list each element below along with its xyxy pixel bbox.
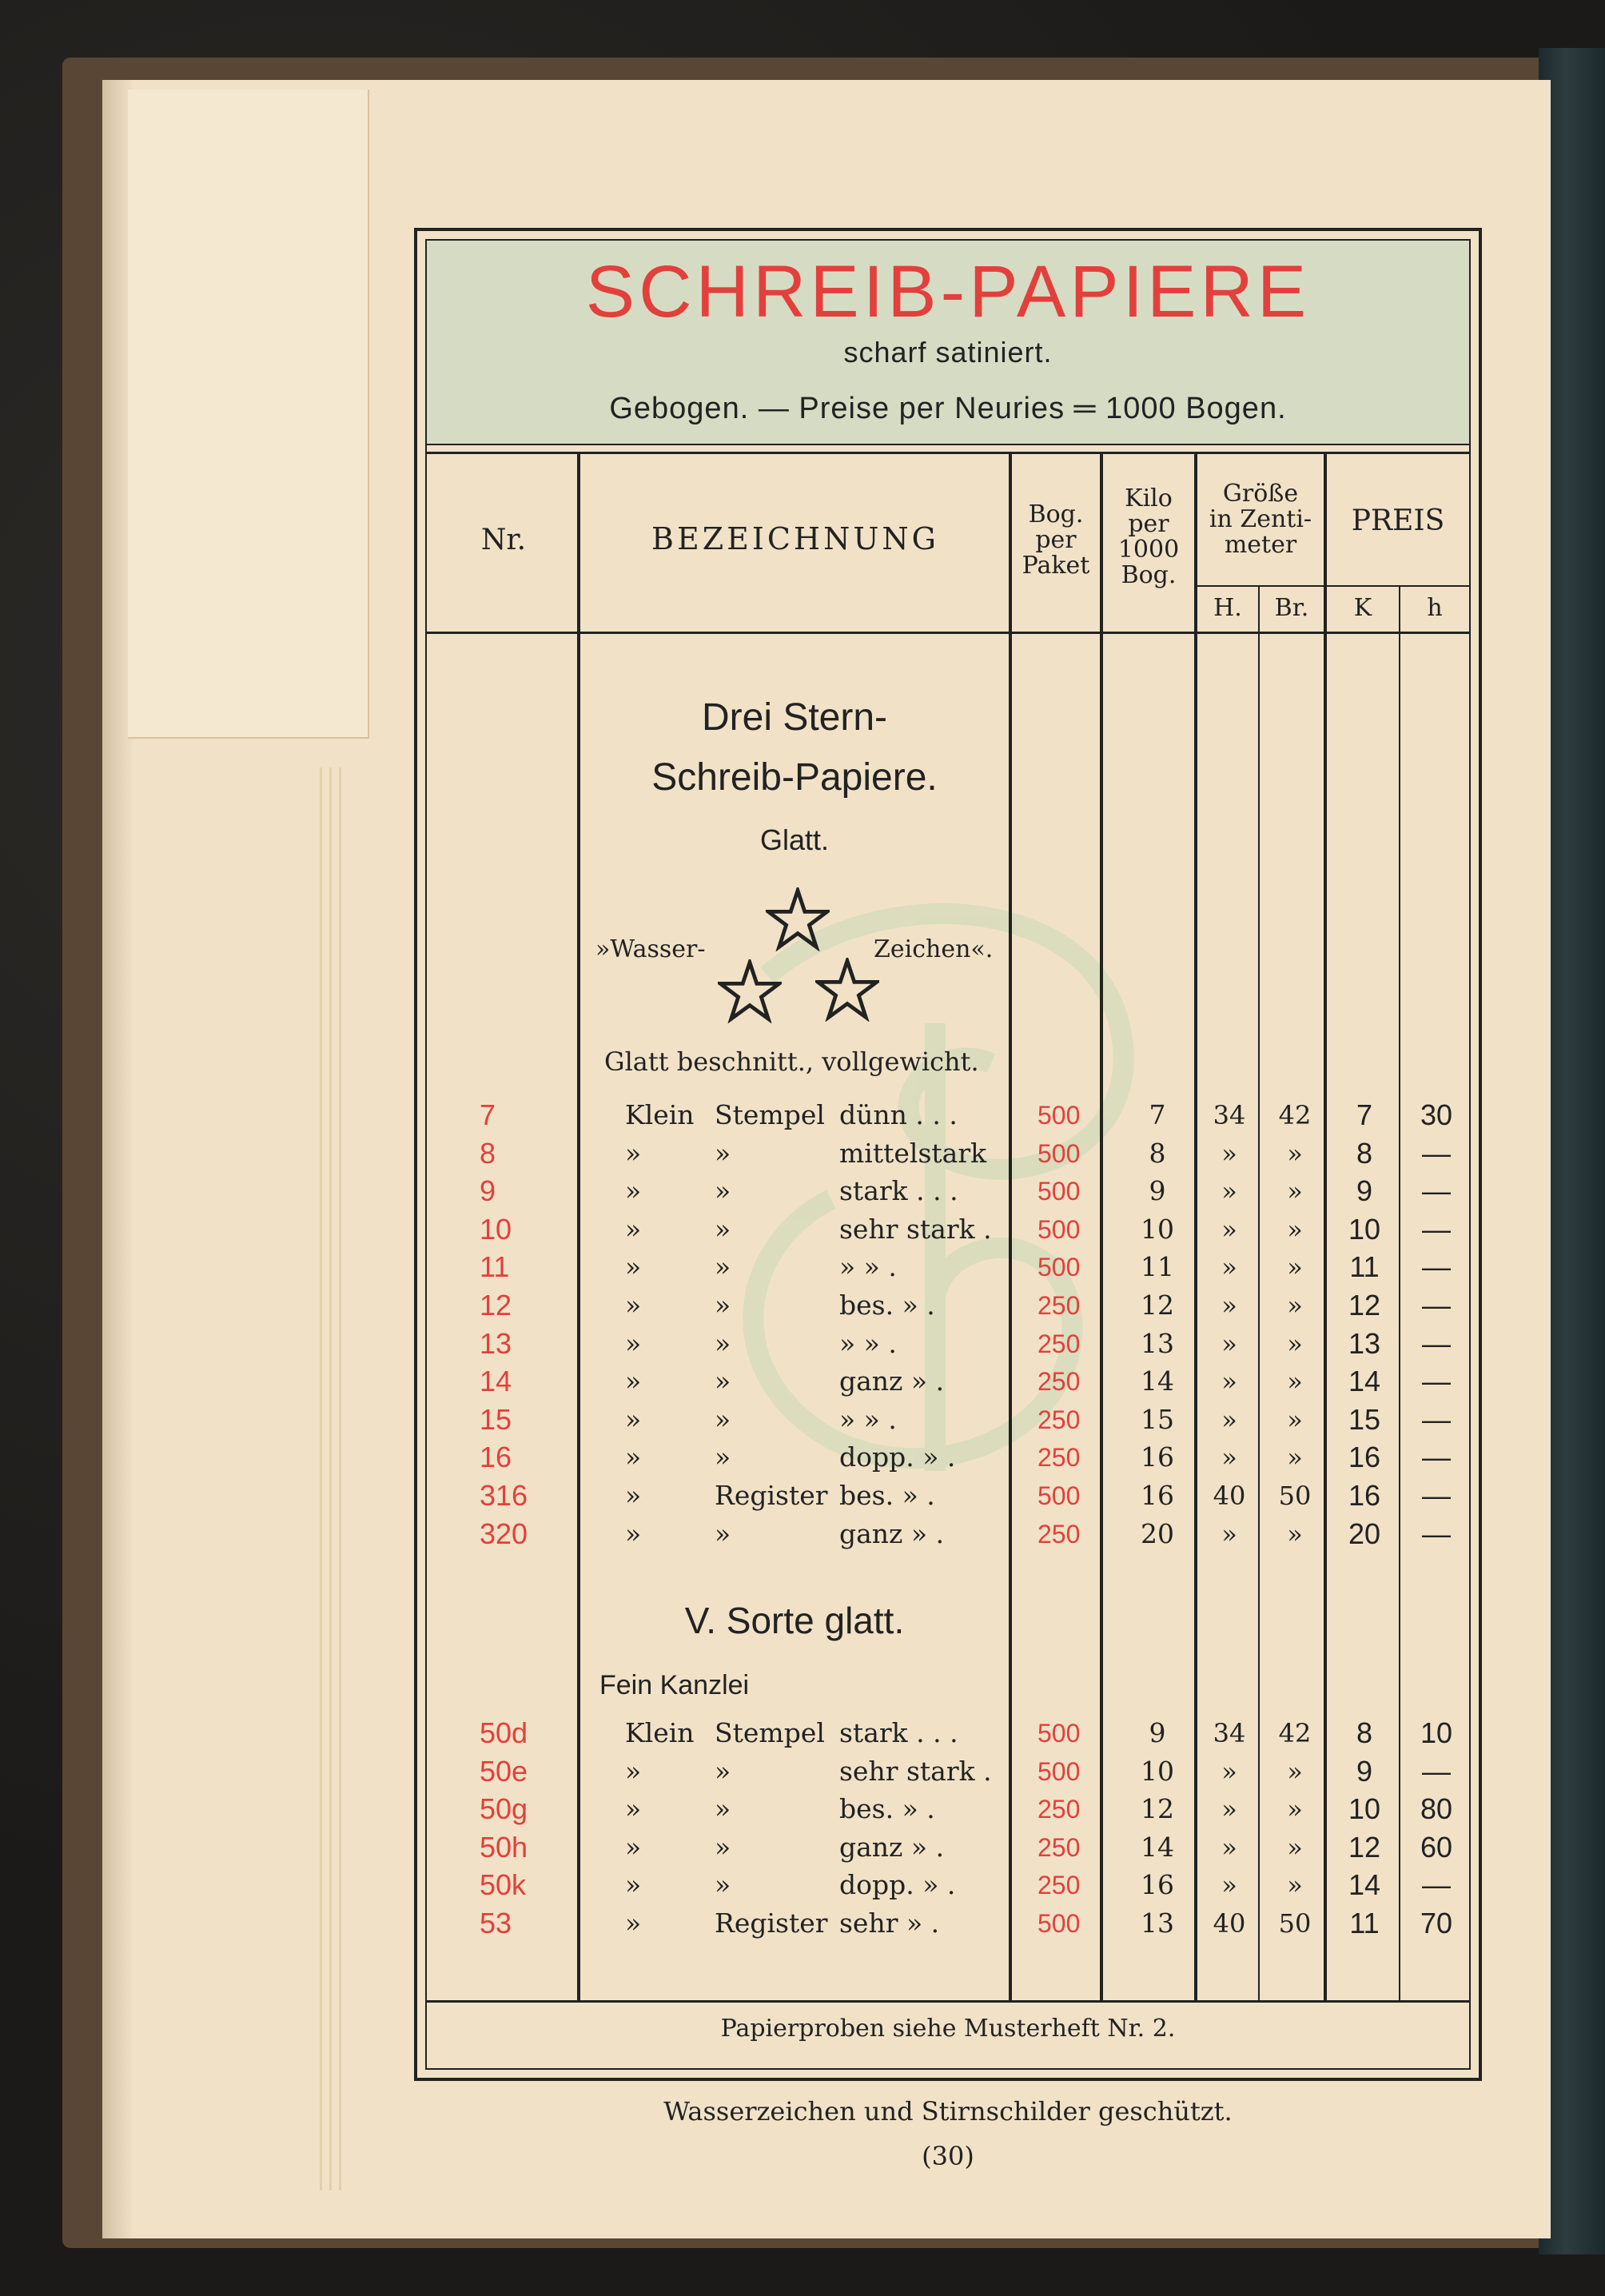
row-bez-c: ganz » . bbox=[839, 1831, 945, 1863]
row-bez-b: » bbox=[715, 1869, 731, 1901]
column-header-bottom-rule bbox=[427, 632, 1469, 634]
column-rule-thin bbox=[1258, 587, 1260, 2000]
row-bez-c: dopp. » . bbox=[839, 1869, 956, 1901]
col-header-bezeichnung: BEZEICHNUNG bbox=[651, 521, 939, 556]
row-size-br: » bbox=[1287, 1756, 1303, 1787]
row-price-h: — bbox=[1422, 1868, 1451, 1902]
row-bog: 250 bbox=[1037, 1405, 1081, 1434]
row-price-k: 11 bbox=[1349, 1907, 1380, 1939]
row-price-k: 20 bbox=[1348, 1517, 1381, 1550]
row-price-k: 9 bbox=[1356, 1174, 1373, 1208]
row-price-k: 15 bbox=[1348, 1402, 1381, 1436]
sub-header-rule bbox=[1327, 585, 1469, 587]
row-nr: 53 bbox=[480, 1907, 512, 1939]
row-bog: 250 bbox=[1037, 1291, 1081, 1320]
row-nr: 16 bbox=[480, 1441, 512, 1474]
row-bez-b: » bbox=[715, 1365, 731, 1397]
row-nr: 13 bbox=[480, 1326, 512, 1360]
star-icon bbox=[815, 958, 879, 1022]
row-kilo: 14 bbox=[1141, 1365, 1174, 1397]
row-bez-b: Register bbox=[715, 1907, 828, 1939]
row-price-k: 13 bbox=[1348, 1326, 1381, 1360]
row-bez-b: » bbox=[715, 1441, 731, 1473]
col-header-groesse bbox=[1197, 481, 1324, 558]
row-price-h: 80 bbox=[1420, 1792, 1453, 1826]
row-nr: 11 bbox=[480, 1250, 510, 1284]
row-price-h: — bbox=[1422, 1441, 1451, 1474]
col-header-kilo-line: per bbox=[1128, 510, 1169, 538]
row-size-br: » bbox=[1287, 1290, 1303, 1321]
row-bez-a: » bbox=[625, 1251, 642, 1283]
row-price-k: 16 bbox=[1348, 1441, 1381, 1474]
row-nr: 10 bbox=[480, 1212, 512, 1246]
row-bez-b: Register bbox=[715, 1480, 828, 1511]
row-bez-c: stark . . . bbox=[839, 1717, 958, 1748]
row-bez-c: sehr stark . bbox=[839, 1755, 992, 1787]
col-header-hell: h bbox=[1427, 594, 1443, 622]
row-bez-a: » bbox=[625, 1137, 642, 1169]
row-size-h: » bbox=[1221, 1518, 1237, 1549]
column-rule bbox=[577, 454, 580, 2000]
row-kilo: 8 bbox=[1149, 1137, 1166, 1169]
col-header-groesse-line: meter bbox=[1224, 531, 1297, 559]
star-icon bbox=[718, 959, 782, 1023]
row-price-h: — bbox=[1422, 1212, 1451, 1246]
row-bez-b: » bbox=[715, 1251, 731, 1283]
row-bez-b: » bbox=[715, 1137, 731, 1169]
row-bez-c: sehr stark . bbox=[839, 1213, 992, 1245]
row-bez-b: Stempel bbox=[715, 1099, 825, 1130]
row-size-br: » bbox=[1287, 1442, 1303, 1473]
row-price-k: 14 bbox=[1348, 1868, 1381, 1902]
row-bez-a: » bbox=[625, 1441, 642, 1473]
row-size-br: » bbox=[1287, 1138, 1303, 1169]
col-header-br: Br. bbox=[1274, 594, 1309, 622]
row-price-h: — bbox=[1422, 1517, 1451, 1550]
section1-title-line2: Schreib-Papiere. bbox=[651, 756, 938, 799]
row-size-h: » bbox=[1221, 1176, 1237, 1207]
row-kilo: 13 bbox=[1141, 1907, 1174, 1939]
row-bez-a: » bbox=[625, 1517, 642, 1549]
row-bez-b: » bbox=[715, 1290, 731, 1321]
row-nr: 9 bbox=[480, 1174, 496, 1208]
row-bez-c: bes. » . bbox=[839, 1480, 935, 1511]
section1-subtitle: Glatt. bbox=[759, 823, 830, 856]
row-bez-c: dopp. » . bbox=[839, 1441, 956, 1473]
col-header-h: H. bbox=[1213, 594, 1242, 622]
column-rule-thin bbox=[1399, 587, 1400, 2000]
row-size-br: » bbox=[1287, 1176, 1303, 1207]
watermark-protection-note: Wasserzeichen und Stirnschilder geschützt. bbox=[663, 2096, 1233, 2127]
row-size-h: » bbox=[1221, 1870, 1237, 1901]
section1-note: Glatt beschnitt., vollgewicht. bbox=[604, 1046, 979, 1077]
col-header-kilo-line: Kilo bbox=[1125, 484, 1173, 512]
row-nr: 50d bbox=[480, 1716, 528, 1749]
row-price-k: 14 bbox=[1348, 1365, 1381, 1398]
row-bog: 500 bbox=[1037, 1756, 1081, 1786]
row-bez-b: » bbox=[715, 1793, 731, 1825]
row-size-h: » bbox=[1221, 1832, 1237, 1863]
row-nr: 8 bbox=[480, 1136, 496, 1170]
row-price-k: 11 bbox=[1349, 1250, 1380, 1284]
row-price-k: 8 bbox=[1356, 1716, 1373, 1749]
row-bez-c: dünn . . . bbox=[839, 1099, 958, 1130]
row-size-br: 42 bbox=[1278, 1100, 1312, 1130]
row-bez-a: » bbox=[625, 1175, 642, 1207]
row-bez-b: » bbox=[715, 1175, 731, 1207]
row-kilo: 16 bbox=[1141, 1869, 1174, 1901]
row-size-h: 34 bbox=[1213, 1718, 1246, 1748]
row-size-br: 50 bbox=[1278, 1908, 1312, 1939]
row-price-h: 30 bbox=[1420, 1098, 1453, 1131]
col-header-bog-line: per bbox=[1035, 526, 1077, 554]
row-size-br: 50 bbox=[1278, 1481, 1312, 1511]
col-header-bog bbox=[1012, 502, 1100, 579]
section1-title-line1: Drei Stern- bbox=[701, 696, 888, 739]
row-bez-a: » bbox=[625, 1213, 642, 1245]
header-double-rule bbox=[427, 452, 1469, 454]
row-price-k: 9 bbox=[1356, 1754, 1373, 1788]
row-kilo: 12 bbox=[1141, 1793, 1174, 1825]
row-bog: 250 bbox=[1037, 1832, 1081, 1862]
row-nr: 15 bbox=[480, 1402, 512, 1436]
row-kilo: 14 bbox=[1141, 1831, 1174, 1863]
row-bez-a: Klein bbox=[625, 1717, 695, 1748]
column-rule bbox=[1100, 454, 1103, 2000]
col-header-groesse-line: in Zenti- bbox=[1209, 505, 1312, 533]
row-bog: 250 bbox=[1037, 1443, 1081, 1473]
row-size-br: » bbox=[1287, 1870, 1303, 1901]
row-kilo: 10 bbox=[1141, 1755, 1174, 1787]
column-rule bbox=[1194, 454, 1197, 2000]
star-icon bbox=[766, 887, 830, 951]
row-bez-b: » bbox=[715, 1213, 731, 1245]
row-nr: 316 bbox=[480, 1479, 528, 1512]
page-title: SCHREIB-PAPIERE bbox=[585, 251, 1311, 333]
page-number: (30) bbox=[922, 2141, 974, 2171]
row-size-h: 40 bbox=[1213, 1481, 1246, 1511]
page-stack-edge bbox=[329, 767, 332, 2190]
row-bog: 500 bbox=[1037, 1909, 1081, 1938]
row-price-h: — bbox=[1422, 1289, 1451, 1321]
row-bez-b: Stempel bbox=[715, 1717, 825, 1748]
row-size-h: » bbox=[1221, 1756, 1237, 1787]
row-kilo: 7 bbox=[1149, 1099, 1166, 1130]
row-price-k: 12 bbox=[1348, 1289, 1381, 1321]
row-size-h: 34 bbox=[1213, 1100, 1246, 1130]
col-header-preis: PREIS bbox=[1351, 504, 1445, 537]
page-subtitle: scharf satiniert. bbox=[843, 336, 1053, 369]
row-bez-c: stark . . . bbox=[839, 1175, 958, 1207]
row-bez-c: bes. » . bbox=[839, 1793, 935, 1825]
row-size-br: » bbox=[1287, 1328, 1303, 1359]
row-price-k: 8 bbox=[1356, 1136, 1373, 1170]
row-kilo: 13 bbox=[1141, 1327, 1174, 1359]
row-size-br: » bbox=[1287, 1794, 1303, 1825]
row-bez-a: » bbox=[625, 1907, 642, 1939]
col-header-kilo-line: Bog. bbox=[1121, 561, 1177, 589]
page-stack-edge bbox=[339, 767, 341, 2190]
row-price-k: 10 bbox=[1348, 1792, 1381, 1826]
col-header-k: K bbox=[1353, 594, 1372, 622]
col-header-groesse-line: Größe bbox=[1222, 480, 1299, 508]
section2-subtitle: Fein Kanzlei bbox=[599, 1670, 750, 1700]
row-kilo: 10 bbox=[1141, 1213, 1174, 1245]
col-header-kilo bbox=[1103, 486, 1194, 588]
row-price-h: 10 bbox=[1420, 1716, 1453, 1749]
row-bog: 250 bbox=[1037, 1519, 1081, 1549]
row-nr: 50g bbox=[480, 1792, 528, 1826]
row-nr: 14 bbox=[480, 1365, 512, 1398]
row-price-h: — bbox=[1422, 1402, 1451, 1436]
col-header-kilo-line: 1000 bbox=[1117, 536, 1180, 564]
row-size-h: » bbox=[1221, 1214, 1237, 1245]
row-bog: 250 bbox=[1037, 1795, 1081, 1824]
col-header-nr: Nr. bbox=[480, 524, 527, 556]
row-bez-b: » bbox=[715, 1831, 731, 1863]
row-bez-a: » bbox=[625, 1831, 642, 1863]
row-bez-b: » bbox=[715, 1403, 731, 1435]
section2-title: V. Sorte glatt. bbox=[684, 1600, 905, 1641]
row-price-h: — bbox=[1422, 1479, 1451, 1512]
row-nr: 12 bbox=[480, 1289, 512, 1321]
col-header-bog-line: Paket bbox=[1022, 552, 1090, 580]
row-bez-a: » bbox=[625, 1290, 642, 1321]
row-size-h: » bbox=[1221, 1404, 1237, 1435]
col-header-bog-line: Bog. bbox=[1028, 500, 1084, 528]
row-size-br: » bbox=[1287, 1832, 1303, 1863]
row-bog: 250 bbox=[1037, 1367, 1081, 1397]
zeichen-label: Zeichen«. bbox=[874, 935, 994, 963]
row-bez-a: » bbox=[625, 1365, 642, 1397]
row-kilo: 9 bbox=[1149, 1717, 1166, 1748]
row-size-br: 42 bbox=[1278, 1718, 1312, 1748]
row-size-br: » bbox=[1287, 1404, 1303, 1435]
row-price-h: 60 bbox=[1420, 1830, 1453, 1864]
column-rule bbox=[1009, 454, 1012, 2000]
row-kilo: 12 bbox=[1141, 1290, 1174, 1321]
row-bez-c: » » . bbox=[839, 1251, 897, 1283]
index-tab-page[interactable] bbox=[128, 90, 369, 739]
row-kilo: 11 bbox=[1141, 1251, 1174, 1283]
row-size-h: » bbox=[1221, 1442, 1237, 1473]
row-size-h: » bbox=[1221, 1794, 1237, 1825]
row-bez-a: » bbox=[625, 1327, 642, 1359]
row-bez-c: sehr » . bbox=[839, 1907, 940, 1939]
row-size-br: » bbox=[1287, 1214, 1303, 1245]
row-kilo: 16 bbox=[1141, 1441, 1174, 1473]
row-kilo: 20 bbox=[1141, 1517, 1174, 1549]
row-bez-c: » » . bbox=[839, 1403, 897, 1435]
column-rule bbox=[1324, 454, 1327, 2000]
footer-rule bbox=[427, 2000, 1469, 2003]
row-kilo: 9 bbox=[1149, 1175, 1166, 1207]
row-price-h: — bbox=[1422, 1250, 1451, 1284]
row-bez-c: » » . bbox=[839, 1327, 897, 1359]
row-bez-c: mittelstark bbox=[839, 1137, 987, 1169]
row-bez-a: » bbox=[625, 1403, 642, 1435]
row-size-br: » bbox=[1287, 1366, 1303, 1397]
row-bez-b: » bbox=[715, 1517, 731, 1549]
row-price-k: 7 bbox=[1356, 1098, 1373, 1131]
row-nr: 7 bbox=[480, 1098, 496, 1131]
row-price-h: — bbox=[1422, 1174, 1451, 1208]
row-nr: 320 bbox=[480, 1517, 528, 1550]
row-bez-b: » bbox=[715, 1327, 731, 1359]
row-bez-a: » bbox=[625, 1869, 642, 1901]
row-bog: 250 bbox=[1037, 1329, 1081, 1358]
row-price-h: — bbox=[1422, 1754, 1451, 1788]
row-bez-a: » bbox=[625, 1793, 642, 1825]
row-bez-a: » bbox=[625, 1755, 642, 1787]
row-kilo: 15 bbox=[1141, 1403, 1174, 1435]
row-bog: 250 bbox=[1037, 1871, 1081, 1900]
row-price-h: — bbox=[1422, 1326, 1451, 1360]
row-bog: 500 bbox=[1037, 1214, 1081, 1244]
row-size-h: » bbox=[1221, 1252, 1237, 1283]
row-bez-c: ganz » . bbox=[839, 1517, 945, 1549]
page-stack-edge bbox=[320, 767, 322, 2190]
wasser-label: »Wasser- bbox=[595, 935, 706, 963]
row-size-h: » bbox=[1221, 1138, 1237, 1169]
row-size-h: » bbox=[1221, 1328, 1237, 1359]
row-size-h: 40 bbox=[1213, 1908, 1246, 1939]
row-price-k: 10 bbox=[1348, 1212, 1381, 1246]
row-bez-c: bes. » . bbox=[839, 1290, 935, 1321]
row-nr: 50k bbox=[480, 1868, 527, 1902]
row-bez-c: ganz » . bbox=[839, 1365, 945, 1397]
row-bog: 500 bbox=[1037, 1138, 1081, 1168]
row-bog: 500 bbox=[1037, 1177, 1081, 1206]
row-nr: 50h bbox=[480, 1830, 528, 1864]
row-bez-a: Klein bbox=[625, 1099, 695, 1130]
papierproben-note: Papierproben siehe Musterheft Nr. 2. bbox=[720, 2015, 1176, 2043]
row-size-br: » bbox=[1287, 1252, 1303, 1283]
row-kilo: 16 bbox=[1141, 1480, 1174, 1511]
row-size-h: » bbox=[1221, 1290, 1237, 1321]
row-size-br: » bbox=[1287, 1518, 1303, 1549]
row-price-k: 12 bbox=[1348, 1830, 1381, 1864]
row-bog: 500 bbox=[1037, 1101, 1081, 1130]
row-bez-a: » bbox=[625, 1480, 642, 1511]
row-price-k: 16 bbox=[1348, 1479, 1381, 1512]
row-price-h: 70 bbox=[1420, 1907, 1453, 1939]
row-nr: 50e bbox=[480, 1754, 528, 1788]
row-bez-b: » bbox=[715, 1755, 731, 1787]
pricing-note: Gebogen. — Preise per Neuries ═ 1000 Bogen. bbox=[609, 392, 1287, 425]
row-price-h: — bbox=[1422, 1136, 1451, 1170]
row-bog: 500 bbox=[1037, 1719, 1081, 1748]
row-price-h: — bbox=[1422, 1365, 1451, 1398]
row-bog: 500 bbox=[1037, 1253, 1081, 1282]
row-bog: 500 bbox=[1037, 1481, 1081, 1510]
row-size-h: » bbox=[1221, 1366, 1237, 1397]
